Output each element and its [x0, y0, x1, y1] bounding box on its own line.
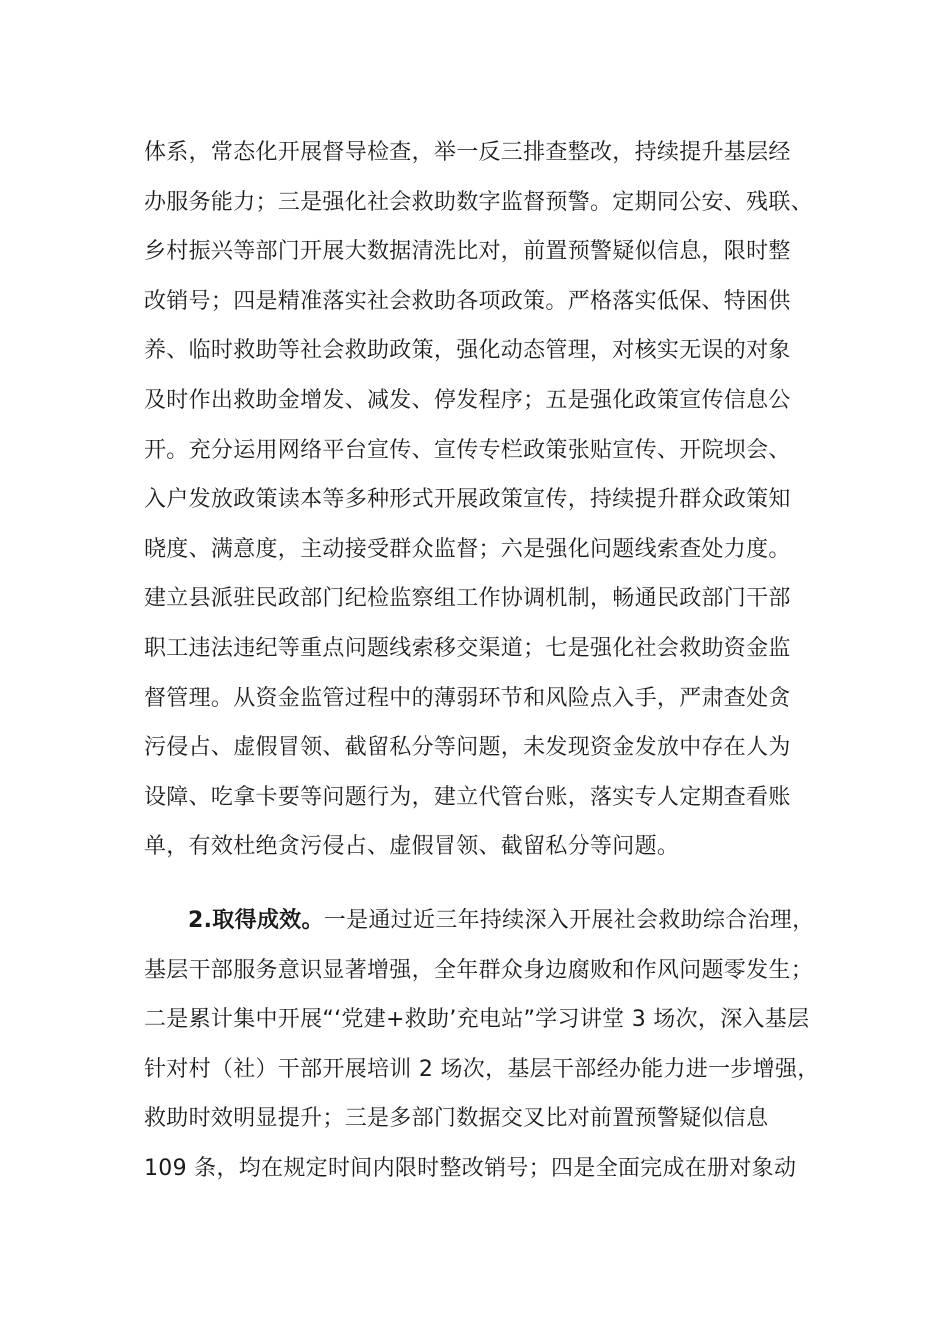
body-text-line: 职工违法违纪等重点问题线索移交渠道；七是强化社会救助资金监	[144, 635, 791, 661]
body-text-line: 基层干部服务意识显著增强，全年群众身边腐败和作风问题零发生；	[144, 957, 814, 983]
body-text-line: 办服务能力；三是强化社会救助数字监督预警。定期同公安、残联、	[144, 189, 814, 215]
body-text-line: 晓度、满意度，主动接受群众监督；六是强化问题线索查处力度。	[144, 536, 791, 562]
body-text-line: 入户发放政策读本等多种形式开展政策宣传，持续提升群众政策知	[144, 487, 791, 513]
document-body	[144, 128, 834, 1193]
body-text-line: 体系，常态化开展督导检查，举一反三排查整改，持续提升基层经	[144, 140, 791, 165]
body-text-line: 养、临时救助等社会救助政策，强化动态管理，对核实无误的对象	[144, 338, 791, 364]
body-text-line: 救助时效明显提升；三是多部门数据交叉比对前置预警疑似信息	[144, 1106, 769, 1132]
section-heading: 2.取得成效。	[188, 907, 324, 933]
body-text-line: 二是累计集中开展“‘党建+救助’充电站”学习讲堂 3 场次，深入基层	[144, 1007, 810, 1033]
body-text-line: 设障、吃拿卡要等问题行为，建立代管台账，落实专人定期查看账	[144, 784, 791, 810]
section-first-line-text: 一是通过近三年持续深入开展社会救助综合治理，	[323, 907, 815, 933]
body-text-line: 督管理。从资金监管过程中的薄弱环节和风险点入手，严肃查处贪	[144, 685, 791, 711]
section-first-line	[144, 896, 834, 946]
paragraph-gap	[144, 872, 834, 896]
body-text-line: 乡村振兴等部门开展大数据清洗比对，前置预警疑似信息，限时整	[144, 239, 791, 265]
body-text-line: 单，有效杜绝贪污侵占、虚假冒领、截留私分等问题。	[144, 834, 680, 860]
body-text-line: 及时作出救助金增发、减发、停发程序；五是强化政策宣传信息公	[144, 387, 791, 413]
body-text-line: 污侵占、虚假冒领、截留私分等问题，未发现资金发放中存在人为	[144, 735, 791, 761]
body-text-line: 开。充分运用网络平台宣传、宣传专栏政策张贴宣传、开院坝会、	[144, 437, 791, 463]
body-text-line: 109 条，均在规定时间内限时整改销号；四是全面完成在册对象动	[144, 1155, 797, 1181]
body-text-line: 建立县派驻民政部门纪检监察组工作协调机制，畅通民政部门干部	[144, 586, 791, 612]
body-text-line: 改销号；四是精准落实社会救助各项政策。严格落实低保、特困供	[144, 288, 791, 314]
body-text-line: 针对村（社）干部开展培训 2 场次，基层干部经办能力进一步增强，	[144, 1056, 820, 1082]
